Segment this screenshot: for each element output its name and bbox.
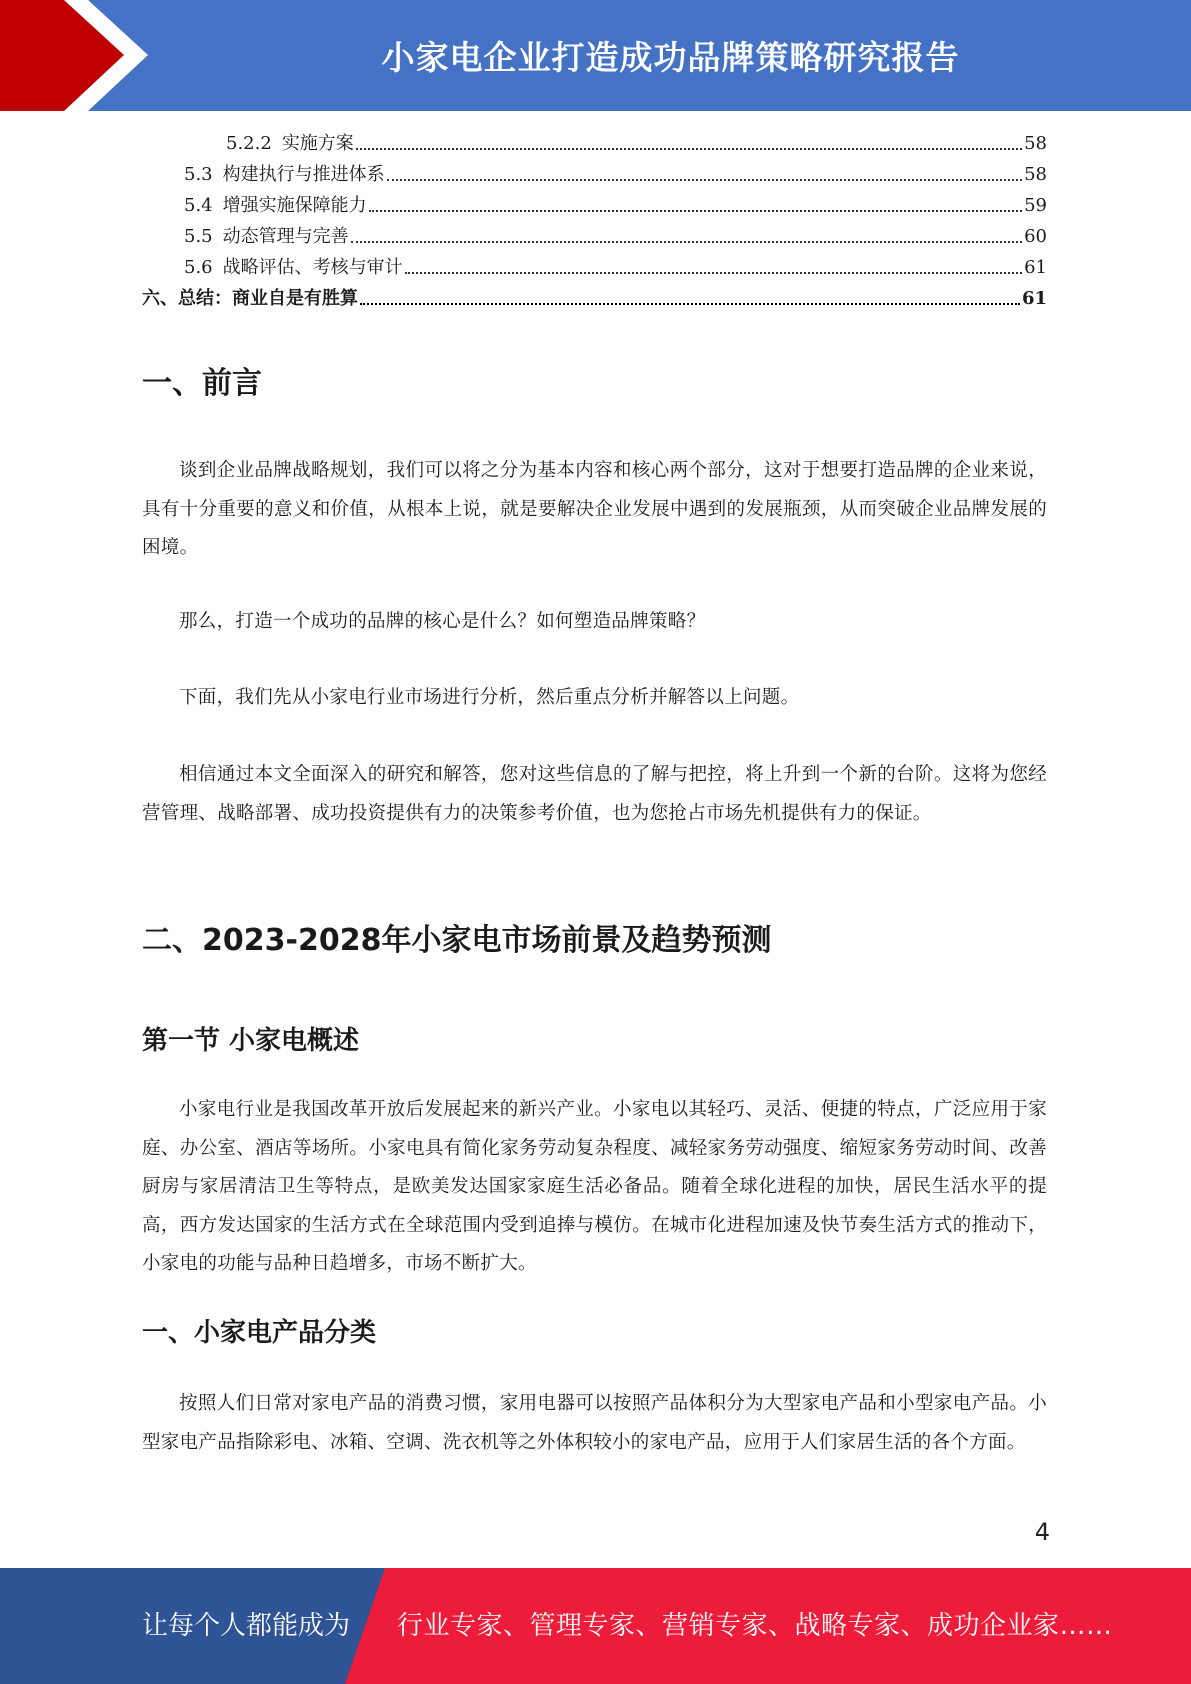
toc-leader-dots	[387, 178, 1022, 181]
toc-entry[interactable]	[142, 159, 1047, 190]
preface-paragraph: 那么，打造一个成功的品牌的核心是什么？如何塑造品牌策略？	[179, 611, 706, 632]
toc-entry-title: 动态管理与完善	[222, 226, 349, 247]
toc-entry-page: 58	[1024, 164, 1047, 185]
toc-entry-number: 5.4	[184, 195, 213, 216]
toc-entry-number: 5.3	[184, 164, 213, 185]
preface-paragraph: 相信通过本文全面深入的研究和解答，您对这些信息的了解与把控，将上升到一个新的台阶。这将为您经营管理、战略部署、成功投资提供有力的决策参考价值，也为您抢占市场先机提供有力的保证。	[142, 764, 1047, 824]
toc-entry-title: 构建执行与推进体系	[222, 164, 385, 185]
toc-entry-title: 战略评估、考核与审计	[222, 257, 403, 278]
overview-paragraph: 小家电行业是我国改革开放后发展起来的新兴产业。小家电以其轻巧、灵活、便捷的特点，广泛应用于家庭、办公室、酒店等场所。小家电具有简化家务劳动复杂程度、减轻家务劳动强度、缩短家务劳动时间、改善厨房与家居清洁卫生等特点，是欧美发达国家家庭生活必备品。随着全球化进程的加快，居民生活水平的提高，西方发达国家的生活方式在全球范围内受到追捧与模仿。在城市化进程加速及快节奏生活方式的推动下，小家电的功能与品种日趋增多，市场不断扩大。	[142, 1099, 1047, 1274]
page-footer	[0, 1568, 1191, 1684]
toc-entry-page: 58	[1024, 133, 1047, 154]
toc-leader-dots	[369, 209, 1022, 212]
toc-entry-page: 61	[1024, 257, 1047, 278]
preface-paragraph: 下面，我们先从小家电行业市场进行分析，然后重点分析并解答以上问题。	[179, 687, 800, 708]
page-number: 4	[1034, 1518, 1050, 1546]
toc-leader-dots	[360, 302, 1020, 305]
overview-heading: 第一节 小家电概述	[142, 1026, 360, 1056]
toc-entry-title: 实施方案	[281, 133, 354, 154]
market-heading: 二、2023-2028年小家电市场前景及趋势预测	[142, 923, 772, 958]
toc-leader-dots	[405, 271, 1022, 274]
footer-slogan-roles: 行业专家、管理专家、营销专家、战略专家、成功企业家……	[397, 1611, 1113, 1641]
toc-entry-page: 61	[1021, 288, 1047, 309]
toc-entry-page: 60	[1024, 226, 1047, 247]
table-of-contents	[142, 128, 1047, 314]
toc-entry-title: 增强实施保障能力	[222, 195, 367, 216]
toc-entry-number: 5.5	[184, 226, 213, 247]
classification-paragraph: 按照人们日常对家电产品的消费习惯，家用电器可以按照产品体积分为大型家电产品和小型家电产品。小型家电产品指除彩电、冰箱、空调、洗衣机等之外体积较小的家电产品，应用于人们家居生活的各个方面。	[142, 1393, 1047, 1453]
toc-entry[interactable]	[142, 128, 1047, 159]
page-header	[0, 0, 1191, 111]
preface-heading: 一、前言	[142, 366, 262, 401]
toc-entry[interactable]	[142, 221, 1047, 252]
toc-leader-dots	[356, 147, 1022, 150]
preface-paragraph: 谈到企业品牌战略规划，我们可以将之分为基本内容和核心两个部分，这对于想要打造品牌的企业来说，具有十分重要的意义和价值，从根本上说，就是要解决企业发展中遇到的发展瓶颈，从而突破企业品牌发展的困境。	[142, 460, 1047, 558]
toc-entry[interactable]	[142, 283, 1047, 314]
classification-heading: 一、小家电产品分类	[142, 1318, 377, 1348]
report-title: 小家电企业打造成功品牌策略研究报告	[381, 38, 960, 77]
toc-entry[interactable]	[142, 252, 1047, 283]
toc-entry-title: 六、总结：商业自是有胜算	[142, 288, 358, 309]
header-arrow-graphic	[0, 0, 160, 111]
toc-leader-dots	[351, 240, 1022, 243]
toc-entry-number: 5.2.2	[226, 133, 272, 154]
toc-entry-page: 59	[1024, 195, 1047, 216]
toc-entry[interactable]	[142, 190, 1047, 221]
toc-entry-number: 5.6	[184, 257, 213, 278]
footer-slogan-lead: 让每个人都能成为	[142, 1611, 351, 1641]
